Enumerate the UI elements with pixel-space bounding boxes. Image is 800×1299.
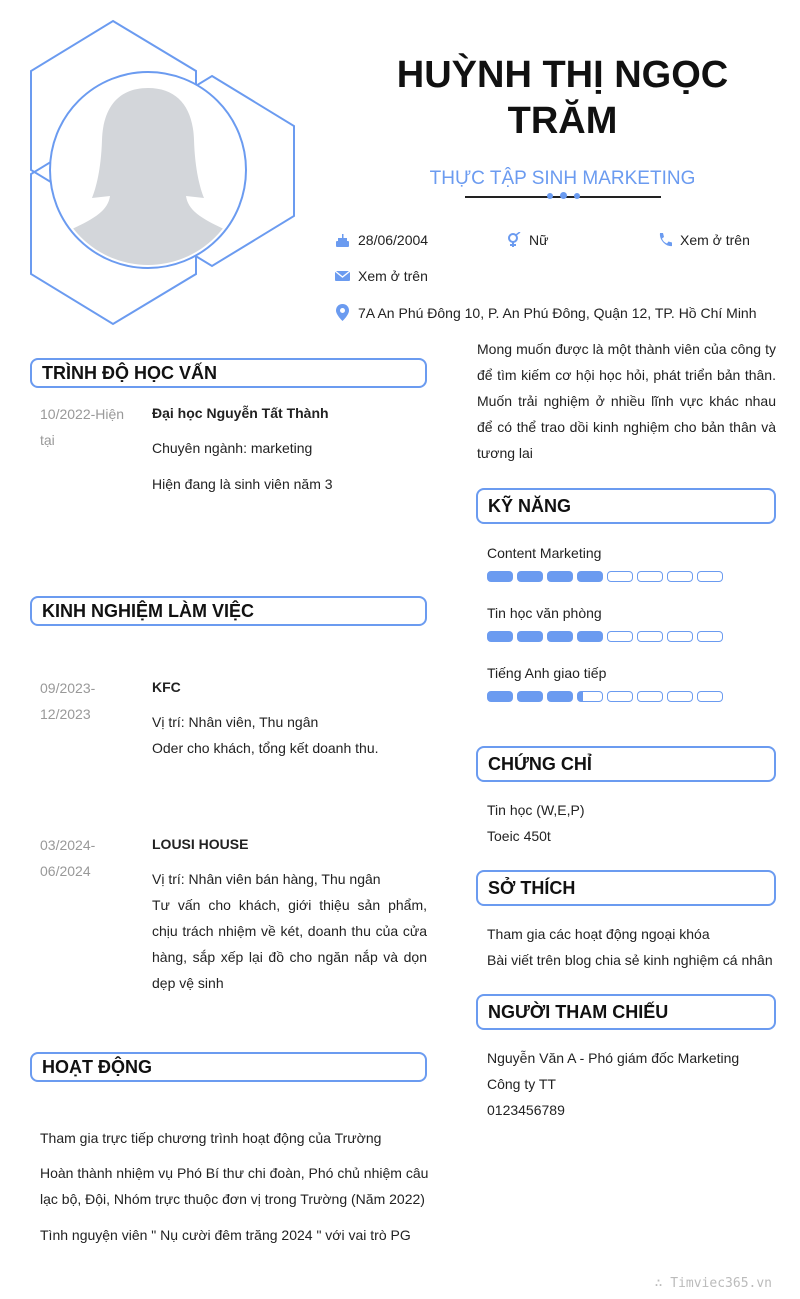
activity-item: Tình nguyện viên " Nụ cười đêm trăng 2024 " với vai trò PG [40, 1227, 411, 1243]
experience-period-end: 06/2024 [40, 863, 91, 879]
skill-level-bar [487, 571, 723, 582]
skill-level-segment [697, 691, 723, 702]
company-name: KFC [152, 679, 181, 695]
skill-level-segment [607, 691, 633, 702]
hobbies-heading: SỞ THÍCH [476, 870, 776, 906]
gender-icon [507, 232, 521, 248]
phone-info: Xem ở trên [658, 232, 750, 248]
skill-level-segment [487, 571, 513, 582]
candidate-name: HUỲNH THỊ NGỌC TRĂM [396, 54, 729, 142]
company-name: LOUSI HOUSE [152, 836, 249, 852]
skills-heading: KỸ NĂNG [476, 488, 776, 524]
underline-dot [560, 192, 567, 199]
watermark-icon: ∴ [654, 1276, 663, 1291]
skill-level-segment [517, 631, 543, 642]
education-heading: TRÌNH ĐỘ HỌC VẤN [30, 358, 427, 388]
skill-level-segment [547, 571, 573, 582]
education-period: 10/2022-Hiện tại [40, 406, 125, 448]
education-major: Chuyên ngành: marketing [152, 440, 313, 456]
birthday-info: 28/06/2004 [335, 232, 428, 248]
underline-dot [547, 193, 553, 199]
envelope-icon [335, 270, 350, 282]
skill-level-segment [577, 691, 603, 702]
skill-level-segment [667, 631, 693, 642]
school-name: Đại học Nguyễn Tất Thành [152, 405, 329, 421]
cake-icon [335, 232, 350, 248]
skill-name: Tin học văn phòng [487, 605, 602, 621]
job-title: THỰC TẬP SINH MARKETING [429, 168, 696, 189]
reference-item: 0123456789 [487, 1102, 565, 1118]
skill-level-segment [667, 571, 693, 582]
skill-level-segment [637, 631, 663, 642]
activity-item: Hoàn thành nhiệm vụ Phó Bí thư chi đoàn, Phó chủ nhiệm câu lạc bộ, Đội, Nhóm trực thuộc đơn vị trong Trường (Năm 2022) [40, 1165, 429, 1207]
skill-level-segment [637, 691, 663, 702]
certificate-item: Toeic 450t [487, 828, 551, 844]
experience-period-start: 09/2023- [40, 680, 96, 696]
address-info: 7A An Phú Đông 10, P. An Phú Đông, Quận 12, TP. Hồ Chí Minh [335, 304, 757, 321]
phone-icon [658, 232, 672, 248]
experience-period-end: 12/2023 [40, 706, 91, 722]
skill-level-segment [487, 691, 513, 702]
skill-level-segment [607, 571, 633, 582]
reference-item: Công ty TT [487, 1076, 556, 1092]
reference-item: Nguyễn Văn A - Phó giám đốc Marketing [487, 1050, 740, 1066]
skill-level-segment [697, 631, 723, 642]
skill-level-segment [577, 571, 603, 582]
underline-dot [574, 193, 580, 199]
experience-period-start: 03/2024- [40, 837, 96, 853]
skill-level-segment [697, 571, 723, 582]
skill-level-segment [577, 631, 603, 642]
watermark: ∴ Timviec365.vn [654, 1276, 772, 1291]
education-note: Hiện đang là sinh viên năm 3 [152, 476, 333, 492]
skill-level-segment [547, 691, 573, 702]
activities-heading: HOẠT ĐỘNG [30, 1052, 427, 1082]
skill-level-segment [667, 691, 693, 702]
job-description: Tư vấn cho khách, giới thiệu sản phẩm, chịu trách nhiệm về két, doanh thu của cửa hàng, sắp xếp lại đồ cho ngăn nắp và dọn dẹp vệ sinh [152, 897, 427, 991]
skill-level-segment [517, 691, 543, 702]
skill-level-segment [517, 571, 543, 582]
skill-name: Tiếng Anh giao tiếp [487, 665, 607, 681]
skill-level-segment [487, 631, 513, 642]
activity-item: Tham gia trực tiếp chương trình hoạt động của Trường [40, 1130, 382, 1146]
references-heading: NGƯỜI THAM CHIẾU [476, 994, 776, 1030]
avatar-frame [0, 0, 310, 335]
career-objective: Mong muốn được là một thành viên của công ty để tìm kiếm cơ hội học hỏi, phát triển bản thân. Muốn trải nghiệm ở nhiều lĩnh vực khác nhau để có thể trao dồi kinh nghiệm cho bản thân và tương lai [477, 341, 776, 461]
skill-level-bar [487, 691, 723, 702]
job-position: Vị trí: Nhân viên bán hàng, Thu ngân [152, 871, 381, 887]
certificates-heading: CHỨNG CHỈ [476, 746, 776, 782]
certificate-item: Tin học (W,E,P) [487, 802, 585, 818]
job-description: Oder cho khách, tổng kết doanh thu. [152, 740, 379, 756]
experience-heading: KINH NGHIỆM LÀM VIỆC [30, 596, 427, 626]
skill-name: Content Marketing [487, 545, 602, 561]
gender-info: Nữ [507, 232, 548, 248]
skill-level-segment [547, 631, 573, 642]
job-position: Vị trí: Nhân viên, Thu ngân [152, 714, 319, 730]
hobby-item: Tham gia các hoạt động ngoại khóa [487, 926, 710, 942]
location-pin-icon [335, 304, 350, 321]
hobby-item: Bài viết trên blog chia sẻ kinh nghiệm cá nhân [487, 952, 773, 968]
email-info: Xem ở trên [335, 268, 428, 284]
skill-level-segment [607, 631, 633, 642]
skill-level-bar [487, 631, 723, 642]
skill-level-segment [637, 571, 663, 582]
